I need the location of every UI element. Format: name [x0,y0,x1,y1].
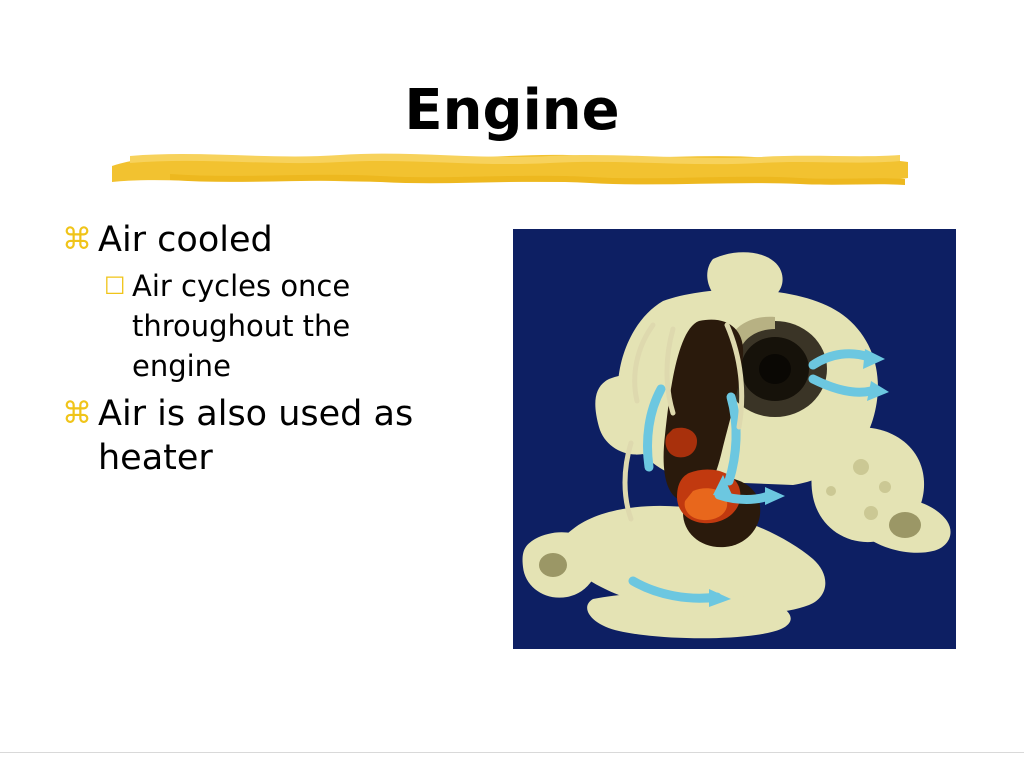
list-item [104,266,492,386]
engine-cutaway-photo [513,229,956,649]
brush-stroke-divider [110,148,910,188]
bullet-list [62,218,492,484]
list-item-label: Air cycles once throughout the engine [132,269,351,383]
list-item [62,218,492,262]
list-item-label: Air is also used as heater [98,394,414,478]
bullet-marker-icon: ⌘ [62,396,92,431]
list-item [62,392,492,480]
sub-bullet-marker-icon: ☐ [104,272,126,300]
list-item-label: Air cooled [98,220,273,260]
bullet-marker-icon: ⌘ [62,222,92,257]
footer-divider [0,752,1024,753]
page-title: Engine [404,78,620,143]
